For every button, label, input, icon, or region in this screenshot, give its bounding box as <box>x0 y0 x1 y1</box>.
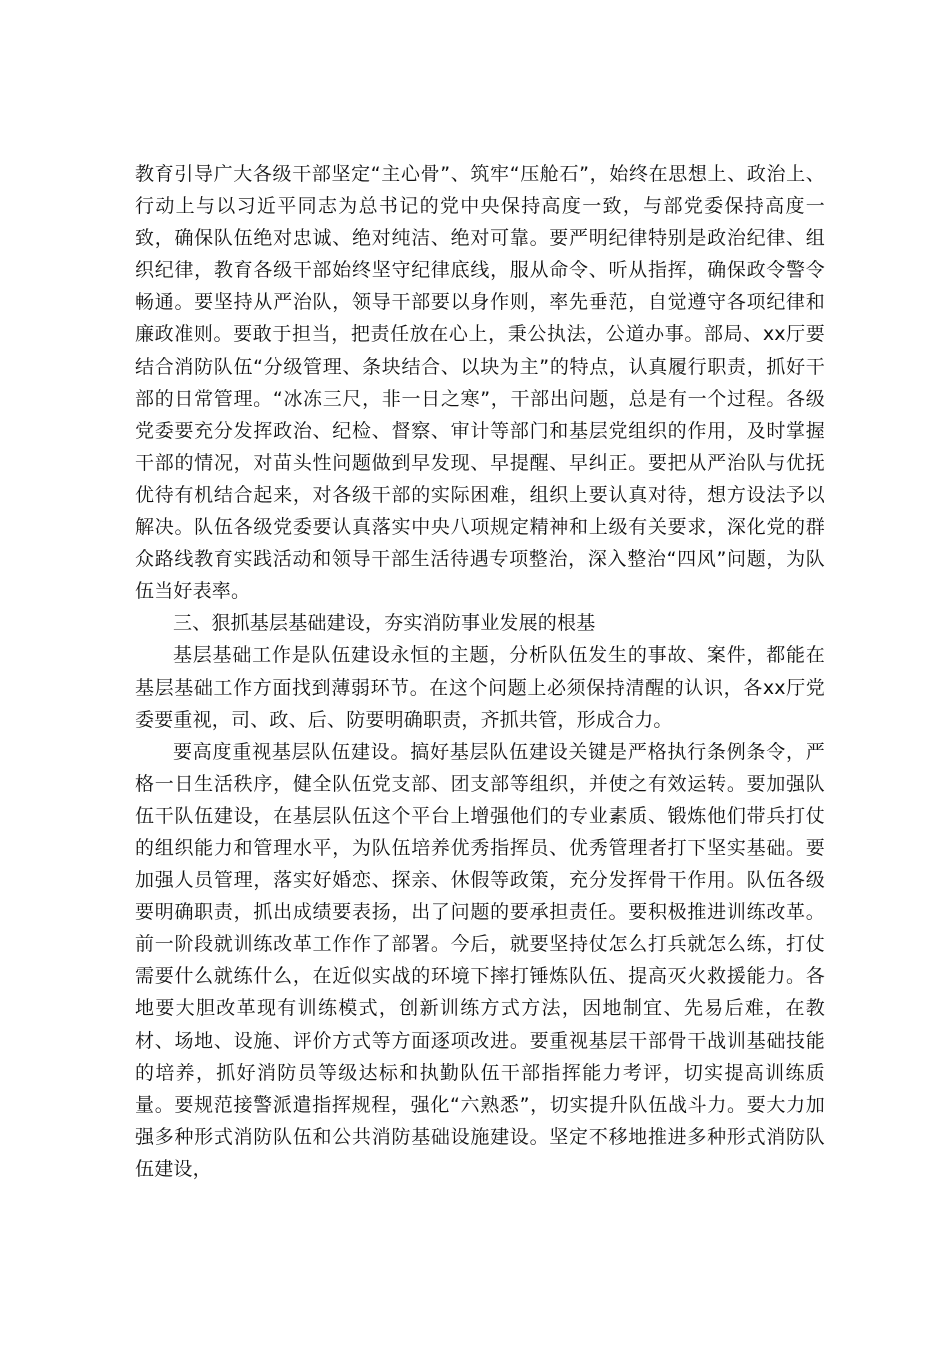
section-heading-grassroots: 三、狠抓基层基础建设，夯实消防事业发展的根基 <box>173 612 596 635</box>
body-paragraph-grassroots-teams: 要高度重视基层队伍建设。搞好基层队伍建设关键是严格执行条例条令，严格一日生活秩序，健全队伍党支部、团支部等组织，并使之有效运转。要加强队伍干队伍建设，在基层队伍这个平台上增强他们的专业素质、锻炼他们带兵打仗的组织能力和管理水平，为队伍培养优秀指挥员、优秀管理者打下坚实基础。要加强人员管理，落实好婚恋、探亲、休假等政策，充分发挥骨干作用。队伍各级要明确职责，抓出成绩要表扬，出了问题的要承担责任。要积极推进训练改革。前一阶段就训练改革工作作了部署。今后，就要坚持仗怎么打兵就怎么练，打仗需要什么就练什么，在近似实战的环境下摔打锤炼队伍、提高灭火救援能力。各地要大胆改革现有训练模式，创新训练方式方法，因地制宜、先易后难，在教材、场地、设施、评价方式等方面逐项改进。要重视基层干部骨干战训基础技能的培养，抓好消防员等级达标和执勤队伍干部指挥能力考评，切实提高训练质量。要规范接警派遣指挥规程，强化“六熟悉”，切实提升队伍战斗力。要大力加强多种形式消防队伍和公共消防基础设施建设。坚定不移地推进多种形式消防队伍建设， <box>135 740 825 1180</box>
body-paragraph-discipline: 教育引导广大各级干部坚定“主心骨”、筑牢“压舱石”，始终在思想上、政治上、行动上与以习近平同志为总书记的党中央保持高度一致，与部党委保持高度一致，确保队伍绝对忠诚、绝对纯洁、绝对可靠。要严明纪律特别是政治纪律、组织纪律，教育各级干部始终坚守纪律底线，服从命令、听从指挥，确保政令警令畅通。要坚持从严治队，领导干部要以身作则，率先垂范，自觉遵守各项纪律和廉政准则。要敢于担当，把责任放在心上，秉公执法，公道办事。部局、xx厅要结合消防队伍“分级管理、条块结合、以块为主”的特点，认真履行职责，抓好干部的日常管理。“冰冻三尺，非一日之寒”，干部出问题，总是有一个过程。各级党委要充分发挥政治、纪检、督察、审计等部门和基层党组织的作用，及时掌握干部的情况，对苗头性问题做到早发现、早提醒、早纠正。要把从严治队与优抚优待有机结合起来，对各级干部的实际困难，组织上要认真对待，想方设法予以解决。队伍各级党委要认真落实中央八项规定精神和上级有关要求，深化党的群众路线教育实践活动和领导干部生活待遇专项整治，深入整治“四风”问题，为队伍当好表率。 <box>135 163 825 603</box>
document-body <box>135 158 825 1185</box>
body-paragraph-grassroots-intro: 基层基础工作是队伍建设永恒的主题，分析队伍发生的事故、案件，都能在基层基础工作方面找到薄弱环节。在这个问题上必须保持清醒的认识，各xx厅党委要重视，司、政、后、防要明确职责，齐抓共管，形成合力。 <box>135 644 825 731</box>
